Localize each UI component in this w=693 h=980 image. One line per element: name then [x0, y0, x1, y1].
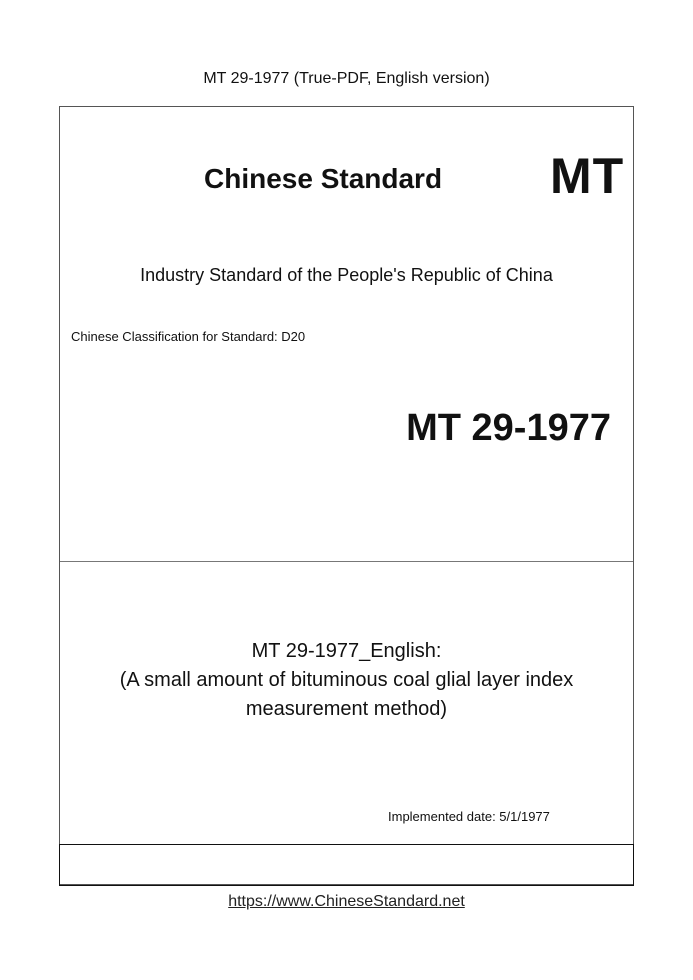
footer-box [59, 844, 634, 886]
page-header: MT 29-1977 (True-PDF, English version) [203, 70, 490, 87]
title-line-2: (A small amount of bituminous coal glial layer index [119, 669, 574, 691]
cover-upper-section [60, 107, 633, 562]
cover-lower-section [60, 562, 633, 844]
mt-logo: MT [550, 148, 625, 204]
classification-line: Chinese Classification for Standard: D20 [71, 329, 306, 344]
website-link[interactable]: https://www.ChineseStandard.net [228, 893, 465, 910]
title-line-1: MT 29-1977_English: [251, 640, 442, 662]
cover-title: Chinese Standard [204, 163, 443, 194]
cover-frame [59, 106, 634, 885]
title-line-3: measurement method) [245, 698, 448, 720]
standard-number: MT 29-1977 [406, 407, 611, 449]
implemented-date: Implemented date: 5/1/1977 [388, 809, 550, 824]
industry-standard-line: Industry Standard of the People's Republic of China [140, 265, 553, 285]
document-title-block [60, 637, 633, 724]
